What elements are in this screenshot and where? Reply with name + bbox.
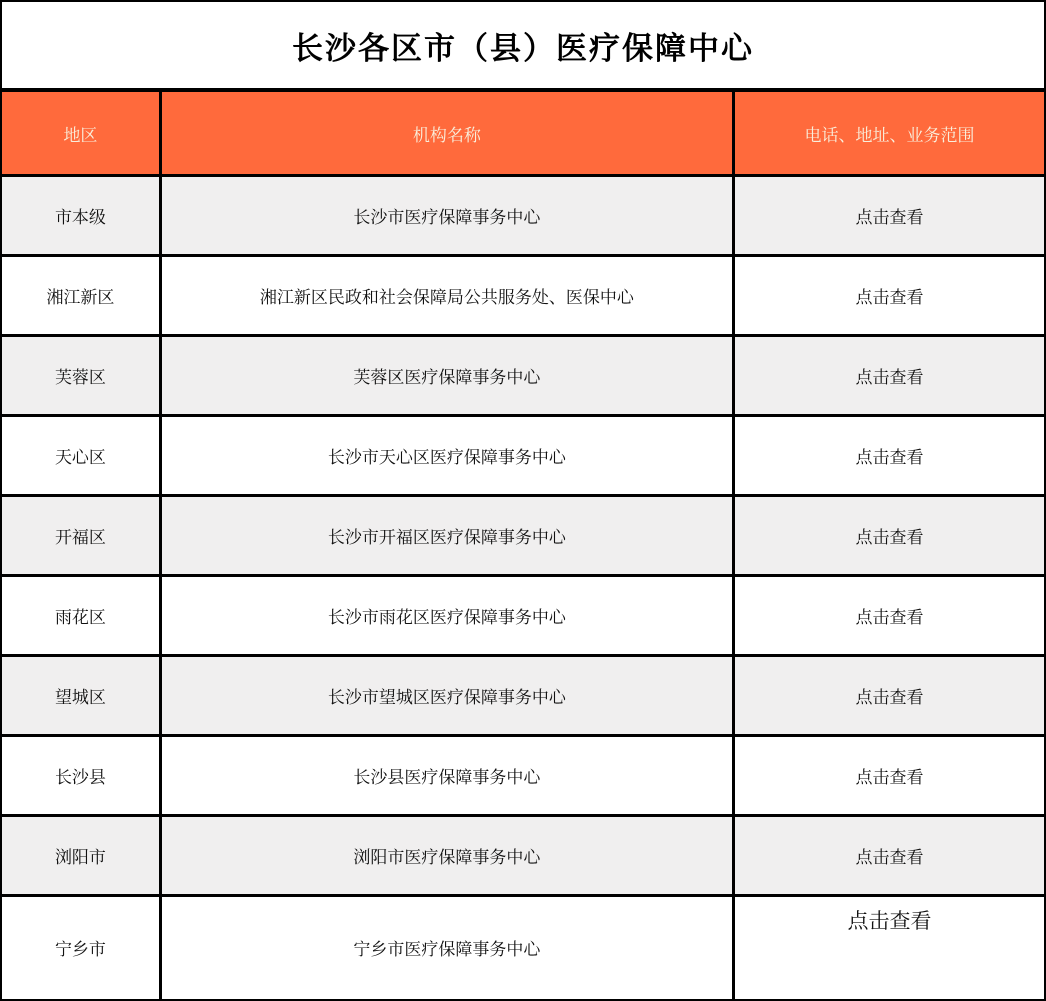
region-cell: 宁乡市: [2, 895, 160, 999]
region-cell: 湘江新区: [2, 255, 160, 335]
table-header: [2, 92, 1044, 176]
view-link[interactable]: 点击查看: [855, 847, 924, 867]
table-row: [2, 575, 1044, 655]
table-row: [2, 655, 1044, 735]
column-header-region: 地区: [2, 92, 160, 176]
institution-cell: 长沙县医疗保障事务中心: [160, 735, 733, 815]
view-link[interactable]: 点击查看: [855, 607, 924, 627]
view-link[interactable]: 点击查看: [855, 287, 924, 307]
region-cell: 浏阳市: [2, 815, 160, 895]
view-link-cell: [733, 415, 1044, 495]
region-cell: 天心区: [2, 415, 160, 495]
view-link-cell: [733, 255, 1044, 335]
region-cell: 市本级: [2, 176, 160, 256]
region-cell: 开福区: [2, 495, 160, 575]
column-header-institution: 机构名称: [160, 92, 733, 176]
institution-cell: 宁乡市医疗保障事务中心: [160, 895, 733, 999]
region-cell: 长沙县: [2, 735, 160, 815]
region-cell: 芙蓉区: [2, 335, 160, 415]
view-link[interactable]: 点击查看: [855, 367, 924, 387]
header-row: [2, 92, 1044, 176]
view-link[interactable]: 点击查看: [855, 527, 924, 547]
table-row: [2, 415, 1044, 495]
view-link-cell: [733, 655, 1044, 735]
institution-cell: 长沙市医疗保障事务中心: [160, 176, 733, 256]
region-cell: 望城区: [2, 655, 160, 735]
medical-centers-table: [2, 92, 1044, 999]
region-cell: 雨花区: [2, 575, 160, 655]
view-link-cell: [733, 815, 1044, 895]
title-band: [2, 2, 1044, 92]
view-link[interactable]: 点击查看: [855, 207, 924, 227]
view-link[interactable]: 点击查看: [855, 687, 924, 707]
table-row: [2, 176, 1044, 256]
institution-cell: 长沙市望城区医疗保障事务中心: [160, 655, 733, 735]
table-row: [2, 495, 1044, 575]
institution-cell: 湘江新区民政和社会保障局公共服务处、医保中心: [160, 255, 733, 335]
table-row: [2, 335, 1044, 415]
view-link[interactable]: 点击查看: [847, 908, 932, 933]
table-row: [2, 895, 1044, 999]
institution-cell: 长沙市雨花区医疗保障事务中心: [160, 575, 733, 655]
institution-cell: 浏阳市医疗保障事务中心: [160, 815, 733, 895]
institution-cell: 芙蓉区医疗保障事务中心: [160, 335, 733, 415]
view-link-cell: [733, 575, 1044, 655]
institution-cell: 长沙市天心区医疗保障事务中心: [160, 415, 733, 495]
view-link-cell: [733, 335, 1044, 415]
view-link[interactable]: 点击查看: [855, 767, 924, 787]
table-row: [2, 815, 1044, 895]
institution-cell: 长沙市开福区医疗保障事务中心: [160, 495, 733, 575]
view-link-cell: [733, 495, 1044, 575]
view-link-cell: [733, 895, 1044, 999]
view-link[interactable]: 点击查看: [855, 447, 924, 467]
view-link-cell: [733, 176, 1044, 256]
page-title: 长沙各区市（县）医疗保障中心: [292, 30, 754, 66]
view-link-cell: [733, 735, 1044, 815]
column-header-contact: 电话、地址、业务范围: [733, 92, 1044, 176]
table-body: [2, 176, 1044, 1000]
table-row: [2, 255, 1044, 335]
table-row: [2, 735, 1044, 815]
